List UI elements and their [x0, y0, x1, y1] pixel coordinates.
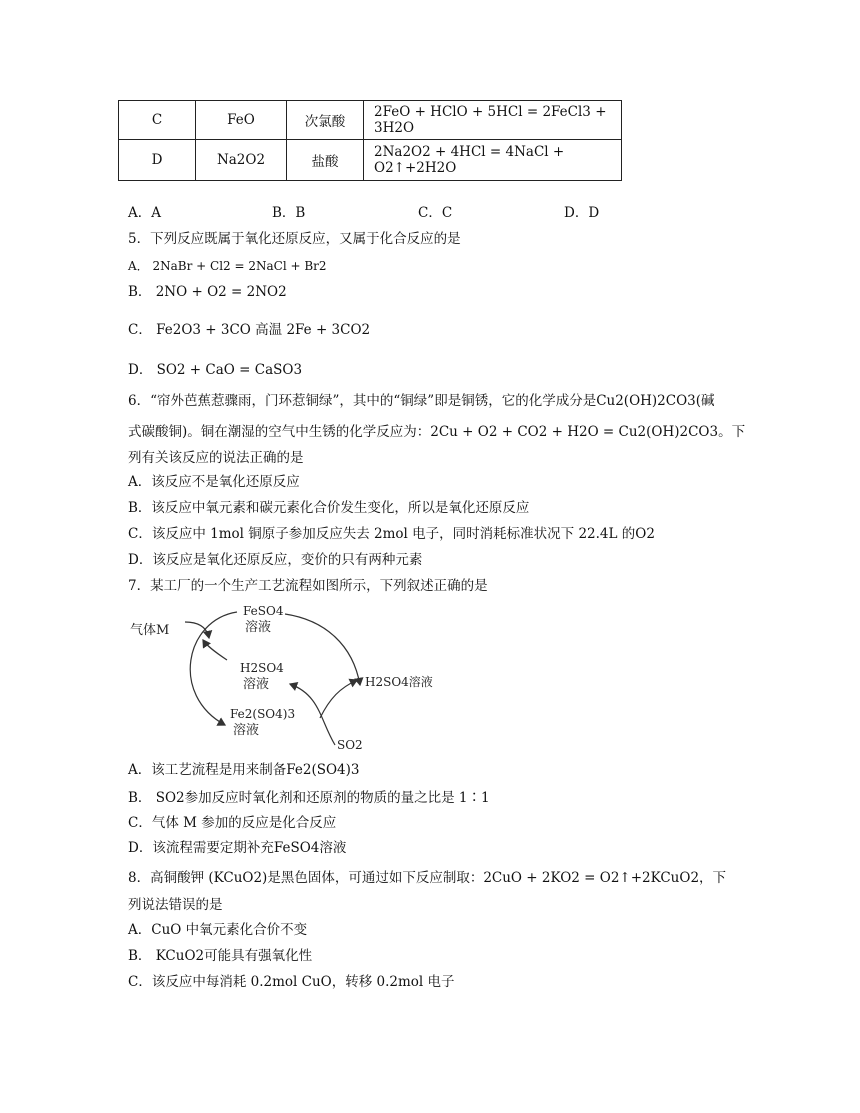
- reactant-cell: Na2O2: [196, 140, 287, 181]
- q6-option-b: B．该反应中氧元素和碳元素化合价发生变化，所以是氧化还原反应: [128, 500, 530, 516]
- q7-option-b: B． SO2参加反应时氧化剂和还原剂的物质的量之比是 1∶1: [128, 790, 490, 806]
- option-label: D: [119, 140, 196, 181]
- h2so4-solution: 溶液: [243, 677, 270, 692]
- fe2so43-formula: Fe2(SO4)3: [230, 707, 296, 721]
- q6-stem-line1: 6．“帘外芭蕉惹骤雨，门环惹铜绿”，其中的“铜绿”即是铜锈，它的化学成分是Cu2(OH)2CO3(碱: [128, 393, 715, 409]
- q6-option-a: A．该反应不是氧化还原反应: [128, 474, 300, 490]
- table-row: [119, 101, 622, 140]
- so2-curve: [290, 684, 335, 745]
- choice-c: C．C: [418, 205, 453, 221]
- feso4-formula: FeSO4: [243, 604, 284, 618]
- options-table: [118, 100, 622, 181]
- q8-option-c: C．该反应中每消耗 0.2mol CuO，转移 0.2mol 电子: [128, 974, 455, 990]
- q8-stem-line1: 8．高铜酸钾 (KCuO2)是黑色固体，可通过如下反应制取：2CuO + 2KO2 = O2↑+2KCuO2，下: [128, 870, 727, 886]
- q6-stem-line3: 列有关该反应的说法正确的是: [128, 450, 304, 466]
- gas-m-arrow: [185, 622, 209, 638]
- q5-stem: 5．下列反应既属于氧化还原反应，又属于化合反应的是: [128, 231, 461, 247]
- q8-stem-line2: 列说法错误的是: [128, 897, 223, 913]
- reagent-cell: 盐酸: [287, 140, 364, 181]
- fe2so43-solution: 溶液: [233, 723, 260, 738]
- h2so4-out-curve: [320, 680, 357, 718]
- q5-option-b: B． 2NO + O2 = 2NO2: [128, 284, 287, 300]
- choice-a: A．A: [128, 205, 161, 221]
- h2so4-formula: H2SO4: [240, 661, 284, 675]
- q6-option-c: C．该反应中 1mol 铜原子参加反应失去 2mol 电子，同时消耗标准状况下 22.4L 的O2: [128, 526, 655, 542]
- q7-option-a: A．该工艺流程是用来制备Fe2(SO4)3: [128, 762, 360, 778]
- equation-cell: 2Na2O2 + 4HCl = 4NaCl + O2↑+2H2O: [364, 140, 622, 181]
- equation-cell: 2FeO + HClO + 5HCl = 2FeCl3 + 3H2O: [364, 101, 622, 140]
- gas-m-label: 气体M: [130, 623, 170, 638]
- reactant-cell: FeO: [196, 101, 287, 140]
- q5-option-a: A． 2NaBr + Cl2 = 2NaCl + Br2: [128, 259, 327, 273]
- choice-d: D．D: [564, 205, 600, 221]
- table-row: [119, 140, 622, 181]
- h2so4-out-label: H2SO4溶液: [365, 675, 433, 689]
- q7-option-d: D．该流程需要定期补充FeSO4溶液: [128, 840, 347, 856]
- so2-label: SO2: [337, 738, 363, 752]
- q8-option-a: A．CuO 中氧元素化合价不变: [128, 922, 308, 938]
- q5-option-d: D． SO2 + CaO = CaSO3: [128, 362, 303, 378]
- inner-arrow: [203, 640, 227, 660]
- q7-stem: 7．某工厂的一个生产工艺流程如图所示，下列叙述正确的是: [128, 578, 488, 594]
- option-label: C: [119, 101, 196, 140]
- reagent-cell: 次氯酸: [287, 101, 364, 140]
- choice-b: B．B: [272, 205, 306, 221]
- process-flow-diagram: [125, 600, 445, 755]
- cycle-arc-top: [285, 614, 360, 685]
- q5-option-c: C． Fe2O3 + 3CO 高温 2Fe + 3CO2: [128, 322, 371, 338]
- feso4-solution: 溶液: [245, 620, 272, 635]
- q6-stem-line2: 式碳酸铜)。铜在潮湿的空气中生锈的化学反应为：2Cu + O2 + CO2 + H2O = Cu2(OH)2CO3。下: [128, 424, 746, 440]
- q7-option-c: C．气体 M 参加的反应是化合反应: [128, 815, 337, 831]
- q6-option-d: D．该反应是氧化还原反应，变价的只有两种元素: [128, 552, 423, 568]
- q8-option-b: B． KCuO2可能具有强氧化性: [128, 948, 313, 964]
